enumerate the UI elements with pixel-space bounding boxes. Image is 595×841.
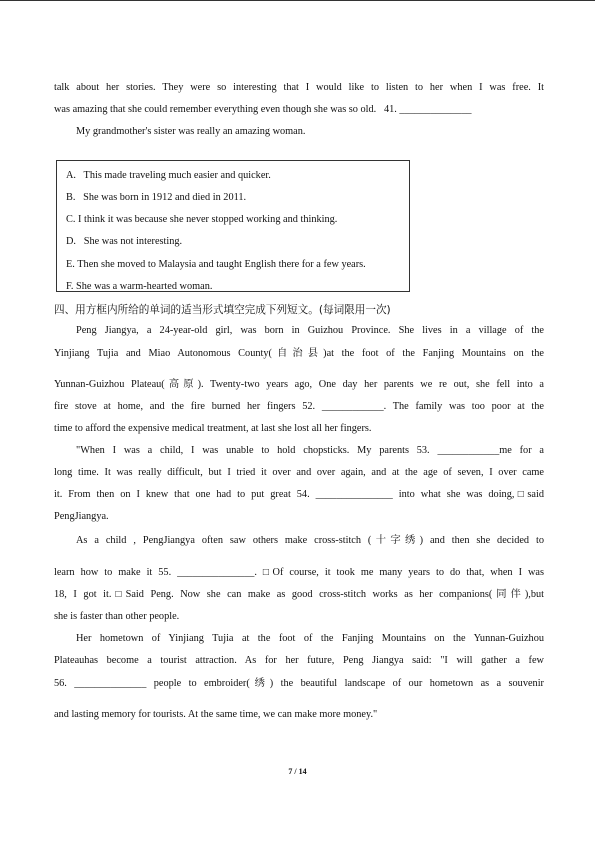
paragraph-line: Plateauhas become a tourist attraction. As for her future, Peng Jiangya said: "I will gather a few — [54, 655, 544, 666]
option-b: B. She was born in 1912 and died in 2011. — [66, 192, 247, 203]
paragraph-line: talk about her stories. They were so interesting that I would like to listen to her when I was free. It — [54, 82, 544, 93]
paragraph-line: Peng Jiangya, a 24-year-old girl, was born in Guizhou Province. She lives in a village of the — [76, 325, 544, 336]
paragraph-line: My grandmother's sister was really an amazing woman. — [76, 126, 306, 137]
paragraph-line: Her hometown of Yinjiang Tujia at the foot of the Fanjing Mountains on the Yunnan-Guizhou — [76, 633, 544, 644]
paragraph-line: learn how to make it 55. _______________. □Of course, it took me many years to do that, when I was — [54, 567, 544, 578]
option-f: F. She was a warm-hearted woman. — [66, 281, 213, 292]
option-d: D. She was not interesting. — [66, 236, 183, 247]
paragraph-line: PengJiangya. — [54, 511, 109, 522]
paragraph-line: 18, I got it.□Said Peng. Now she can make as good cross-stitch works as her companions(同伴),but — [54, 589, 544, 600]
paragraph-line: it. From then on I knew that one had to put great 54. _______________ into what she was doing,□said — [54, 489, 544, 500]
option-c: C. I think it was because she never stopped working and thinking. — [66, 214, 338, 225]
paragraph-line: Yinjiang Tujia and Miao Autonomous County(自治县)at the foot of the Fanjing Mountains on the — [54, 348, 544, 359]
paragraph-line: Yunnan-Guizhou Plateau(高原). Twenty-two years ago, One day her parents we re out, she fell into a — [54, 379, 544, 390]
paragraph-line: As a child , PengJiangya often saw others make cross-stitch (十字绣) and then she decided to — [76, 535, 544, 546]
paragraph-line: time to afford the expensive medical treatment, at last she lost all her fingers. — [54, 423, 372, 434]
paragraph-line: long time. It was really difficult, but I tried it over and over again, and at the age of seven, I over came — [54, 467, 544, 478]
page-number: 7 / 14 — [288, 767, 307, 776]
section-heading: 四、用方框内所给的单词的适当形式填空完成下列短文。(每词限用一次) — [54, 304, 391, 316]
paragraph-line: was amazing that she could remember everything even though she was so old. 41. ______________ — [54, 104, 472, 115]
top-rule — [0, 0, 595, 1]
paragraph-line: and lasting memory for tourists. At the same time, we can make more money." — [54, 709, 378, 720]
paragraph-line: "When I was a child, I was unable to hold chopsticks. My parents 53. ____________me for a — [76, 445, 544, 456]
paragraph-line: 56. ______________ people to embroider(绣) the beautiful landscape of our hometown as a souvenir — [54, 678, 544, 689]
paragraph-line: she is faster than other people. — [54, 611, 180, 622]
option-e: E. Then she moved to Malaysia and taught English there for a few years. — [66, 259, 366, 270]
option-a: A. This made traveling much easier and quicker. — [66, 170, 271, 181]
paragraph-line: fire stove at home, and the fire burned her fingers 52. ____________. The family was too poor at the — [54, 401, 544, 412]
